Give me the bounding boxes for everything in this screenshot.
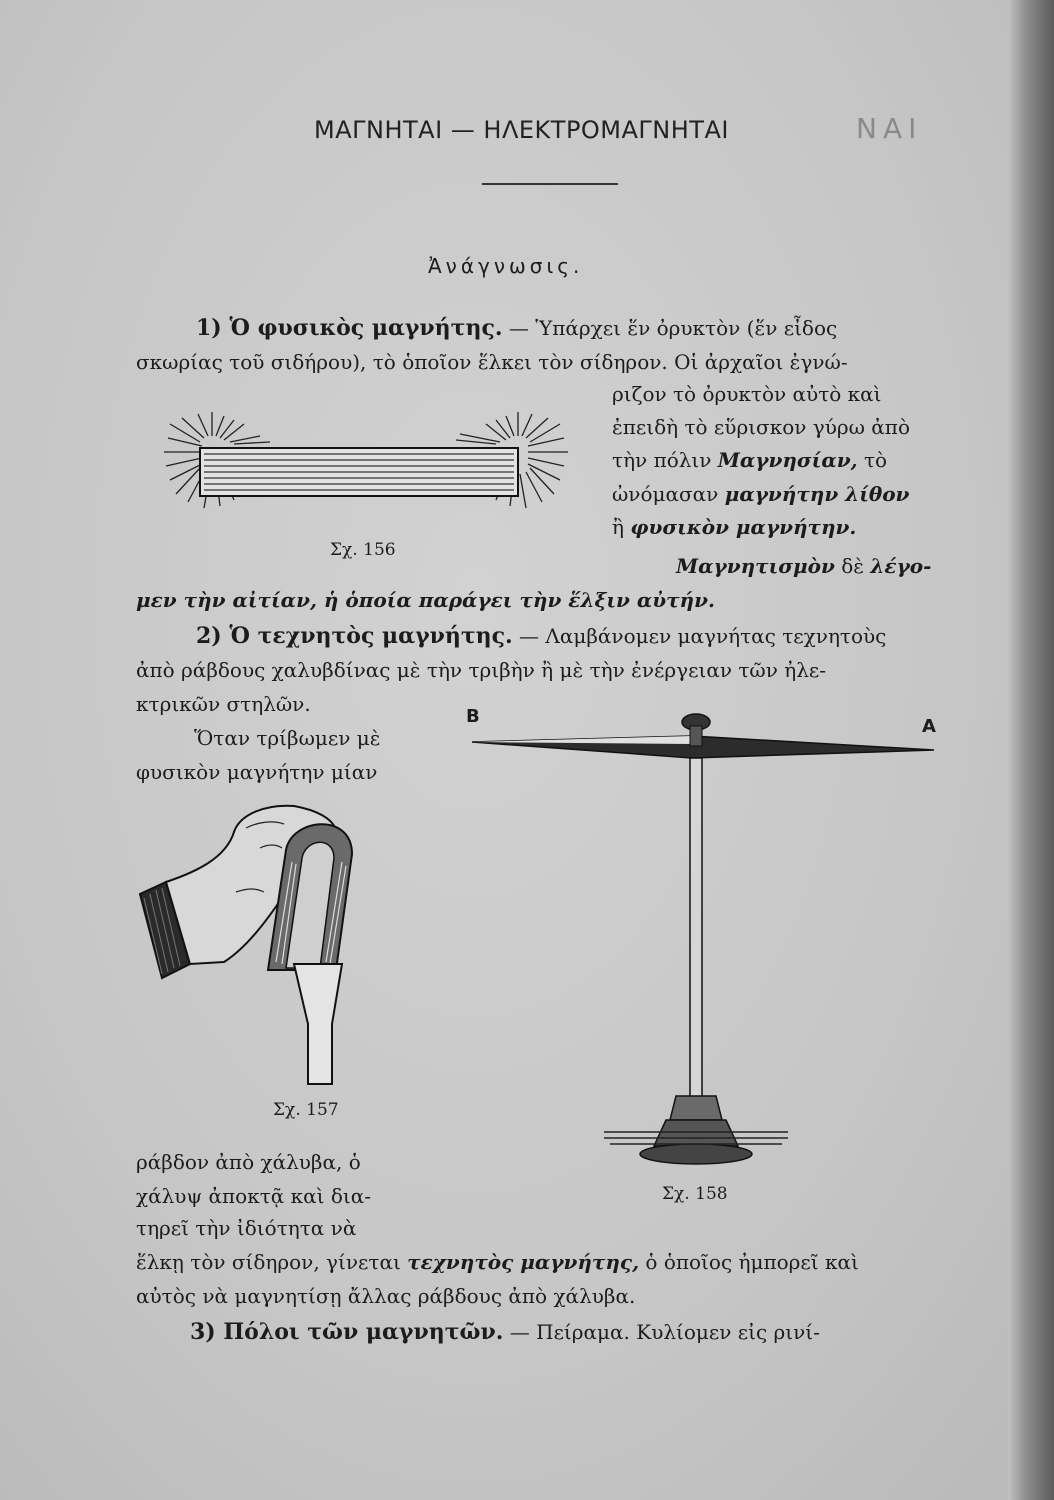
s1-line-6-pre: ὠνόμασαν: [612, 482, 725, 506]
term-magnesia: Μαγνησίαν,: [717, 448, 858, 472]
s2-line-1: [196, 622, 886, 650]
term-magnetism: Μαγνητισμὸν: [676, 554, 835, 578]
s1-line-1-text: — Ὑπάρχει ἕν ὀρυκτὸν (ἕν εἶδος: [502, 316, 838, 340]
figure-157-hand-rubbing: [136, 792, 376, 1092]
s1-line-7-pre: ἢ: [612, 515, 631, 539]
s1-line-1: [196, 314, 837, 342]
s2-heading: 2) Ὁ τεχνητὸς μαγνήτης.: [196, 623, 513, 649]
steel-rod: [294, 964, 342, 1084]
label-a: A: [922, 716, 936, 737]
s1-line-2: σκωρίας τοῦ σιδήρου), τὸ ὁποῖον ἕλκει τὸν σίδηρον. Οἱ ἀρχαῖοι ἐγνώ-: [136, 350, 848, 374]
s2-line-8: τηρεῖ τὴν ἰδιότητα νὰ: [136, 1216, 357, 1240]
caption-fig-157: Σχ. 157: [273, 1100, 339, 1120]
s1-heading: 1) Ὁ φυσικὸς μαγνήτης.: [196, 315, 503, 341]
caption-fig-158: Σχ. 158: [662, 1184, 728, 1204]
s2-line-2: ἀπὸ ράβδους χαλυβδίνας μὲ τὴν τριβὴν ἢ μὲ τὴν ἐνέργειαν τῶν ἠλε-: [136, 658, 827, 682]
s1-line-9: μεν τὴν αἰτίαν, ἡ ὁποία παράγει τὴν ἕλξιν αὐτήν.: [136, 588, 715, 612]
stand-rod: [690, 758, 702, 1098]
label-b: B: [466, 706, 480, 727]
compass-needle: [472, 736, 934, 758]
figure-156-bar-magnet: [160, 412, 570, 522]
term-natural-magnet: φυσικὸν μαγνήτην.: [630, 515, 857, 539]
s2-line-10: αὐτὸς νὰ μαγνητίσῃ ἄλλας ράβδους ἀπὸ χάλυβα.: [136, 1284, 636, 1308]
caption-fig-156: Σχ. 156: [330, 540, 396, 560]
s2-line-4: Ὅταν τρίβωμεν μὲ: [194, 726, 381, 750]
running-head: ΜΑΓΝΗΤΑΙ — ΗΛΕΚΤΡΟΜΑΓΝΗΤΑΙ: [314, 116, 729, 144]
s2-line-9: [136, 1248, 859, 1276]
s2-line-9-pre: ἕλκῃ τὸν σίδηρον, γίνεται: [136, 1250, 408, 1274]
s1-line-8: [676, 552, 931, 580]
s3-line-1-text: — Πείραμα. Κυλίομεν εἰς ρινί-: [503, 1320, 820, 1344]
s2-line-7: χάλυψ ἀποκτᾷ καὶ δια-: [136, 1184, 371, 1208]
s1-line-5: [612, 446, 887, 474]
stand-base: [604, 1096, 788, 1164]
s1-line-5-post: τὸ: [857, 448, 888, 472]
section-title: Ἀνάγνωσις.: [428, 254, 584, 278]
s1-line-3: ριζον τὸ ὀρυκτὸν αὐτὸ καὶ: [612, 382, 882, 406]
s2-line-1-text: — Λαμβάνομεν μαγνήτας τεχνητοὺς: [512, 624, 887, 648]
s2-line-6: ράβδον ἀπὸ χάλυβα, ὁ: [136, 1150, 361, 1174]
s1-line-4: ἐπειδὴ τὸ εὕρισκον γύρω ἀπὸ: [612, 415, 910, 439]
s2-line-5: φυσικὸν μαγνήτην μίαν: [136, 760, 378, 784]
book-spine-shadow: [1008, 0, 1054, 1500]
s1-line-5-pre: τὴν πόλιν: [612, 448, 718, 472]
bar-magnet-body: [200, 448, 518, 496]
s2-line-3: κτρικῶν στηλῶν.: [136, 692, 311, 716]
s1-line-7: [612, 513, 856, 541]
term-artificial-magnet: τεχνητὸς μαγνήτης,: [407, 1250, 640, 1274]
s1-line-6: [612, 480, 909, 508]
s1-line-8-mid: δὲ: [834, 554, 871, 578]
header-rule: [482, 183, 618, 185]
s1-line-8-end: λέγο-: [870, 554, 932, 578]
corner-mark: ΝΑΙ: [856, 112, 923, 145]
s2-line-9-post: ὁ ὁποῖος ἠμπορεῖ καὶ: [639, 1250, 859, 1274]
figure-158-compass-stand: [470, 708, 950, 1178]
s3-line-1: [190, 1318, 820, 1346]
term-magnetic-stone: μαγνήτην λίθον: [724, 482, 910, 506]
s3-heading: 3) Πόλοι τῶν μαγνητῶν.: [190, 1319, 504, 1345]
